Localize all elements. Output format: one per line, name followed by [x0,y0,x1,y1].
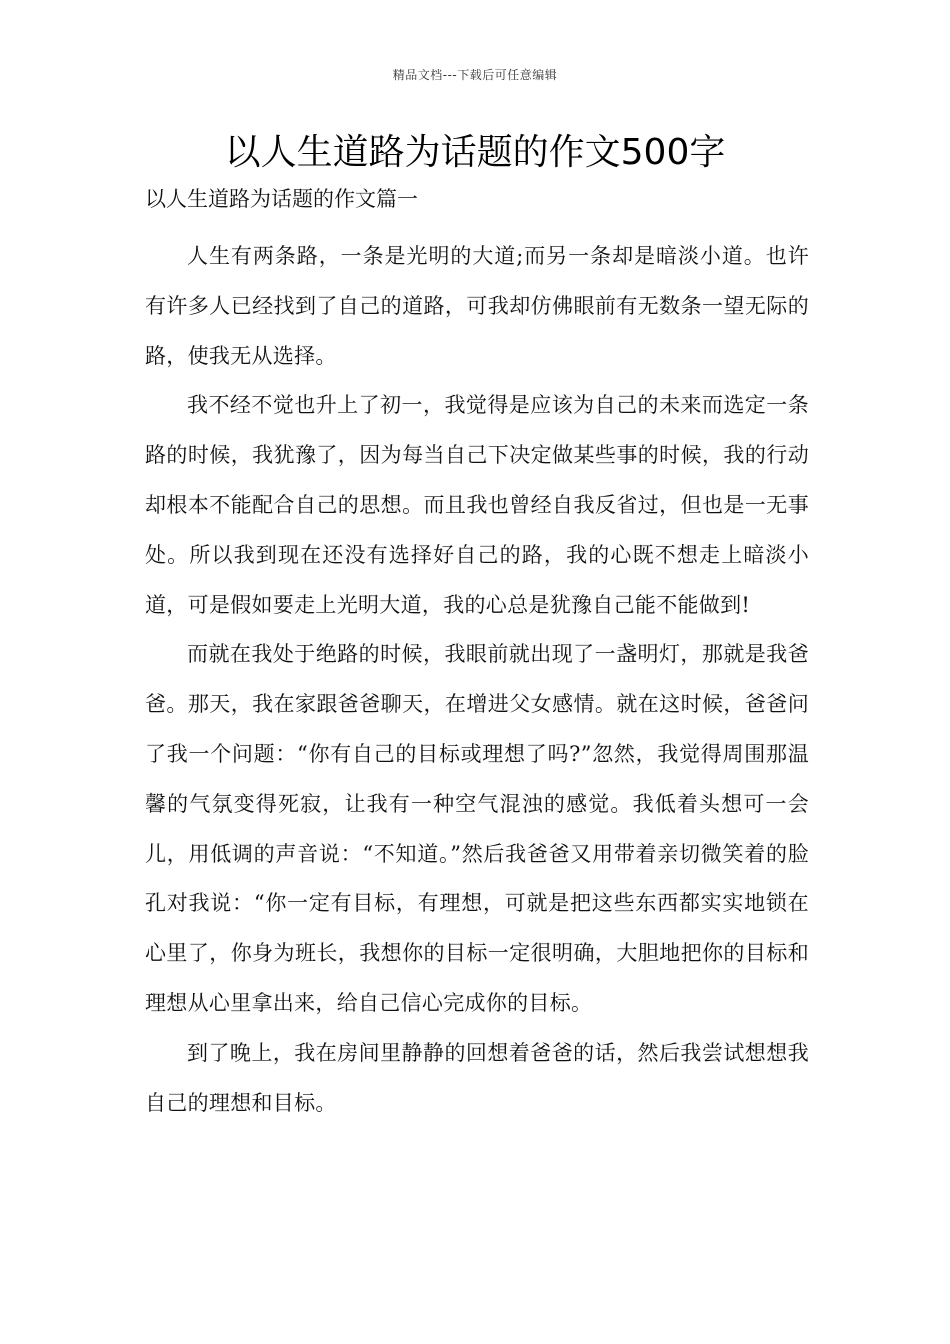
header-note: 精品文档---下载后可任意编辑 [392,68,558,82]
paragraph-3: 而就在我处于绝路的时候，我眼前就出现了一盏明灯，那就是我爸爸。那天，我在家跟爸爸聊天，在增进父女感情。就在这时候，爸爸问了我一个问题：“你有自己的目标或理想了吗?”忽然，我觉得周围那温馨的气氛变得死寂，让我有一种空气混浊的感觉。我低着头想可一会儿，用低调的声音说：“不知道。”然后我爸爸又用带着亲切微笑着的脸孔对我说：“你一定有目标，有理想，可就是把这些东西都实实地锁在心里了，你身为班长，我想你的目标一定很明确，大胆地把你的目标和理想从心里拿出来，给自己信心完成你的目标。 [145,642,809,1015]
document-title: 以人生道路为话题的作文500字 [224,132,726,173]
paragraph-2: 我不经不觉也升上了初一，我觉得是应该为自己的未来而选定一条路的时候，我犹豫了，因为每当自己下决定做某些事的时候，我的行动却根本不能配合自己的思想。而且我也曾经自我反省过，但也是一无事处。所以我到现在还没有选择好自己的路，我的心既不想走上暗淡小道，可是假如要走上光明大道，我的心总是犹豫自己能不能做到! [145,393,809,617]
essay-body [145,232,809,1128]
paragraph-4: 到了晚上，我在房间里静静的回想着爸爸的话，然后我尝试想想我自己的理想和目标。 [145,1040,809,1115]
paragraph-1: 人生有两条路，一条是光明的大道;而另一条却是暗淡小道。也许有许多人已经找到了自己的道路，可我却仿佛眼前有无数条一望无际的路，使我无从选择。 [145,244,809,368]
section-heading: 以人生道路为话题的作文篇一 [145,187,418,211]
